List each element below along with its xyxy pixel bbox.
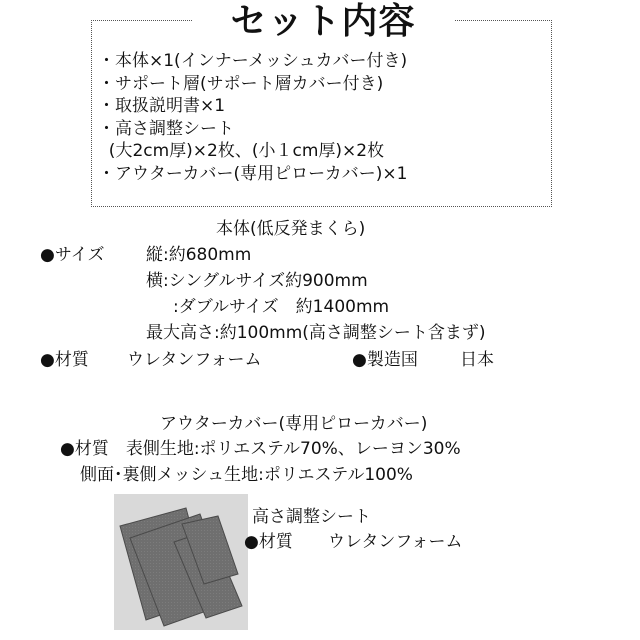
size-width-double: :ダブルサイズ 約1400mm: [173, 297, 390, 317]
height-sheet-photo: [114, 494, 248, 630]
origin-label: ●製造国: [352, 350, 418, 370]
set-contents-title: セット内容: [192, 0, 454, 44]
outer-cover-mesh: 側面･裏側メッシュ生地:ポリエステル100%: [80, 465, 413, 485]
material-value: ウレタンフォーム: [127, 350, 262, 370]
outer-cover-heading: アウターカバー(専用ピローカバー): [160, 414, 428, 434]
size-width-single: 横:シングルサイズ約900mm: [146, 271, 368, 291]
size-label: ●サイズ: [40, 245, 105, 265]
set-item: (大2cm厚)×2枚、(小１cm厚)×2枚: [98, 141, 385, 161]
set-contents-list: [98, 50, 407, 185]
height-sheet-heading: 高さ調整シート: [252, 507, 371, 527]
height-sheet-material-value: ウレタンフォーム: [328, 532, 463, 552]
set-item: ・高さ調整シート: [98, 118, 234, 139]
set-item: ・本体×1(インナーメッシュカバー付き): [98, 51, 408, 71]
height-sheet-image: [114, 494, 248, 630]
main-body-heading: 本体(低反発まくら): [216, 219, 366, 239]
set-item: ・取扱説明書×1: [98, 96, 226, 116]
size-max-height: 最大高さ:約100mm(高さ調整シート含まず): [146, 323, 486, 343]
origin-value: 日本: [460, 350, 494, 370]
size-length: 縦:約680mm: [146, 245, 252, 265]
outer-cover-material: ●材質 表側生地:ポリエステル70%、レーヨン30%: [60, 439, 461, 459]
set-item: ・アウターカバー(専用ピローカバー)×1: [98, 163, 408, 184]
material-label: ●材質: [40, 350, 89, 370]
set-item: ・サポート層(サポート層カバー付き): [98, 73, 384, 94]
height-sheet-material-label: ●材質: [244, 532, 293, 552]
